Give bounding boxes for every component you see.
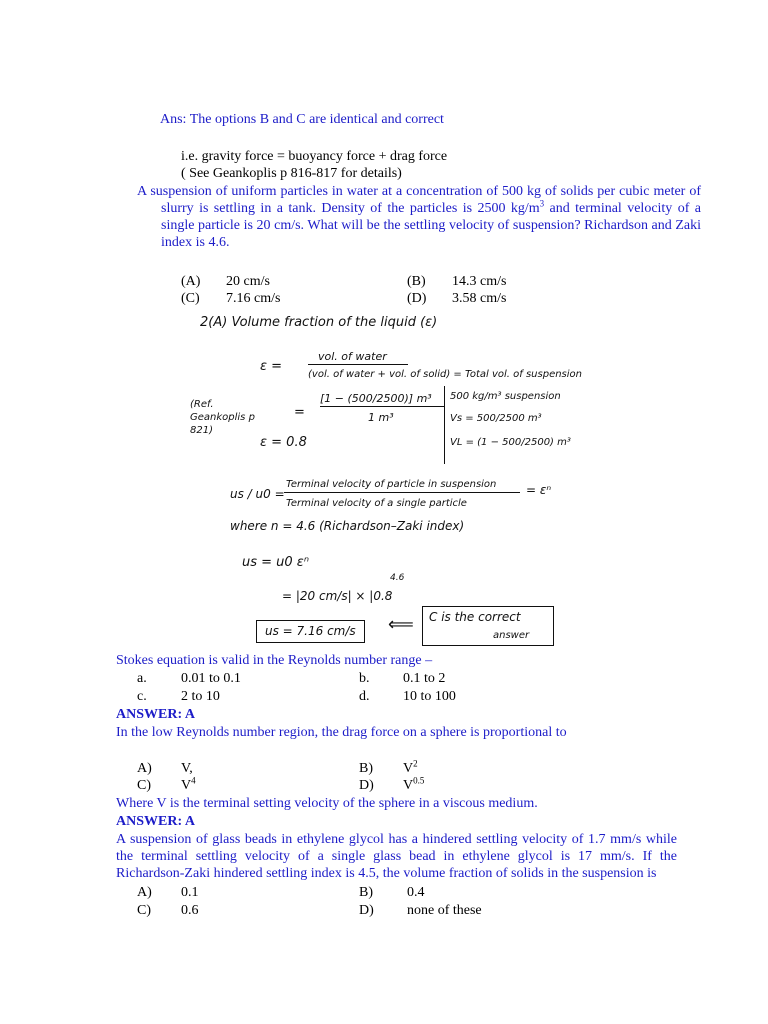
hand-reference: (Ref. Geankoplis p 821)	[190, 399, 255, 436]
hand-fraction-bottom: (vol. of water + vol. of solid) = Total vol. of suspension	[308, 369, 583, 380]
hand-correct-line: C is the correct	[429, 610, 521, 624]
fraction-bar	[320, 406, 444, 407]
option-value: 0.6	[181, 903, 199, 918]
hand-heading: 2(A) Volume fraction of the liquid (ε)	[200, 315, 438, 330]
option-exponent: 2	[413, 758, 418, 769]
option-label: (C)	[181, 291, 200, 306]
hand-ratio-top: Terminal velocity of particle in suspension	[286, 479, 497, 490]
question-2-text: Stokes equation is valid in the Reynolds number range –	[116, 653, 433, 668]
option-value-text: V,	[181, 761, 193, 776]
question-4-text: A suspension of glass beads in ethylene glycol has a hindered settling velocity of 1.7 mm/s while the terminal settling velocity of a single glass bead in ethylene glycol is 17 mm/s. If the Richardson-Zaki hindered settling index is 4.5, the volume fraction of solids in the suspension is	[116, 832, 677, 881]
option-label: C)	[137, 778, 151, 793]
option-exponent: 0.5	[413, 775, 425, 786]
hand-side-note: Vs = 500/2500 m³	[450, 413, 542, 424]
hand-epsilon-value: ε = 0.8	[260, 435, 307, 450]
hand-exponent: 4.6	[390, 573, 405, 583]
option-label: a.	[137, 671, 147, 686]
explanation-line: i.e. gravity force = buoyancy force + drag force	[181, 149, 448, 164]
hand-ratio-bottom: Terminal velocity of a single particle	[286, 498, 467, 509]
option-label: D)	[359, 778, 374, 793]
option-value: none of these	[407, 903, 482, 918]
side-brace	[444, 386, 445, 464]
option-value: 0.4	[407, 885, 425, 900]
hand-epsilon-label: ε =	[260, 359, 283, 374]
question-3-text: In the low Reynolds number region, the drag force on a sphere is proportional to	[116, 725, 567, 740]
hand-equals: =	[294, 405, 305, 420]
option-value: 7.16 cm/s	[226, 291, 281, 306]
answer-label: ANSWER: A	[116, 814, 195, 829]
option-label: d.	[359, 689, 370, 704]
option-value: 10 to 100	[403, 689, 456, 704]
hand-ratio-left: us / u0 =	[230, 487, 285, 501]
option-value: 0.1	[181, 885, 199, 900]
option-label: c.	[137, 689, 147, 704]
option-label: B)	[359, 761, 373, 776]
option-value: 0.01 to 0.1	[181, 671, 241, 686]
option-value	[403, 777, 424, 794]
option-value: 14.3 cm/s	[452, 274, 507, 289]
option-value: 2 to 10	[181, 689, 220, 704]
option-value-text: V	[403, 778, 414, 793]
hand-correct-line: answer	[493, 630, 530, 641]
hand-correct-box	[422, 606, 554, 646]
option-value	[181, 777, 196, 794]
arrow-icon: ⟸	[388, 614, 414, 635]
option-value: 0.1 to 2	[403, 671, 446, 686]
hand-ratio-right: = εⁿ	[526, 483, 552, 497]
hand-side-note: 500 kg/m³ suspension	[450, 391, 561, 402]
hand-calculation: = |20 cm/s| × |0.8	[282, 589, 393, 603]
option-value-text: V	[403, 761, 414, 776]
question-1-text-a: A suspension of uniform particles in water at a concentration of 500 kg of solids per cubic meter of slurry is settling in a tank. Density of the particles is 2500 kg/m	[137, 184, 701, 216]
option-value-text: V	[181, 778, 192, 793]
option-value: 3.58 cm/s	[452, 291, 507, 306]
option-label: A)	[137, 761, 152, 776]
option-label: C)	[137, 903, 151, 918]
fraction-bar	[308, 364, 408, 365]
option-exponent: 4	[191, 775, 196, 786]
option-label: B)	[359, 885, 373, 900]
hand-where: where n = 4.6 (Richardson–Zaki index)	[230, 519, 465, 533]
question-1-text	[137, 183, 701, 251]
question-3-note: Where V is the terminal setting velocity of the sphere in a viscous medium.	[116, 796, 538, 811]
question-1-text-b: and terminal velocity of a single particle is 20 cm/s. What will be the settling velocity of suspension? Richardson and Zaki index is 4.6.	[161, 201, 701, 250]
reference-line: ( See Geankoplis p 816-817 for details)	[181, 166, 402, 181]
fraction-bar	[284, 492, 520, 493]
hand-side-note: VL = (1 − 500/2500) m³	[450, 437, 571, 448]
hand-fraction-top: vol. of water	[318, 350, 387, 363]
hand-numerator: [1 − (500/2500)] m³	[320, 392, 432, 405]
option-value: 20 cm/s	[226, 274, 270, 289]
handwritten-solution	[190, 306, 590, 652]
hand-us-equation: us = u0 εⁿ	[242, 555, 310, 570]
option-label: b.	[359, 671, 370, 686]
hand-denominator: 1 m³	[368, 411, 394, 424]
option-label: (A)	[181, 274, 201, 289]
option-label: (D)	[407, 291, 427, 306]
hand-result-box: us = 7.16 cm/s	[256, 620, 365, 643]
answer-note-line: Ans: The options B and C are identical and correct	[160, 112, 444, 127]
option-label: A)	[137, 885, 152, 900]
option-label: D)	[359, 903, 374, 918]
answer-label: ANSWER: A	[116, 707, 195, 722]
question-1-sup: 3	[539, 198, 545, 209]
option-label: (B)	[407, 274, 426, 289]
